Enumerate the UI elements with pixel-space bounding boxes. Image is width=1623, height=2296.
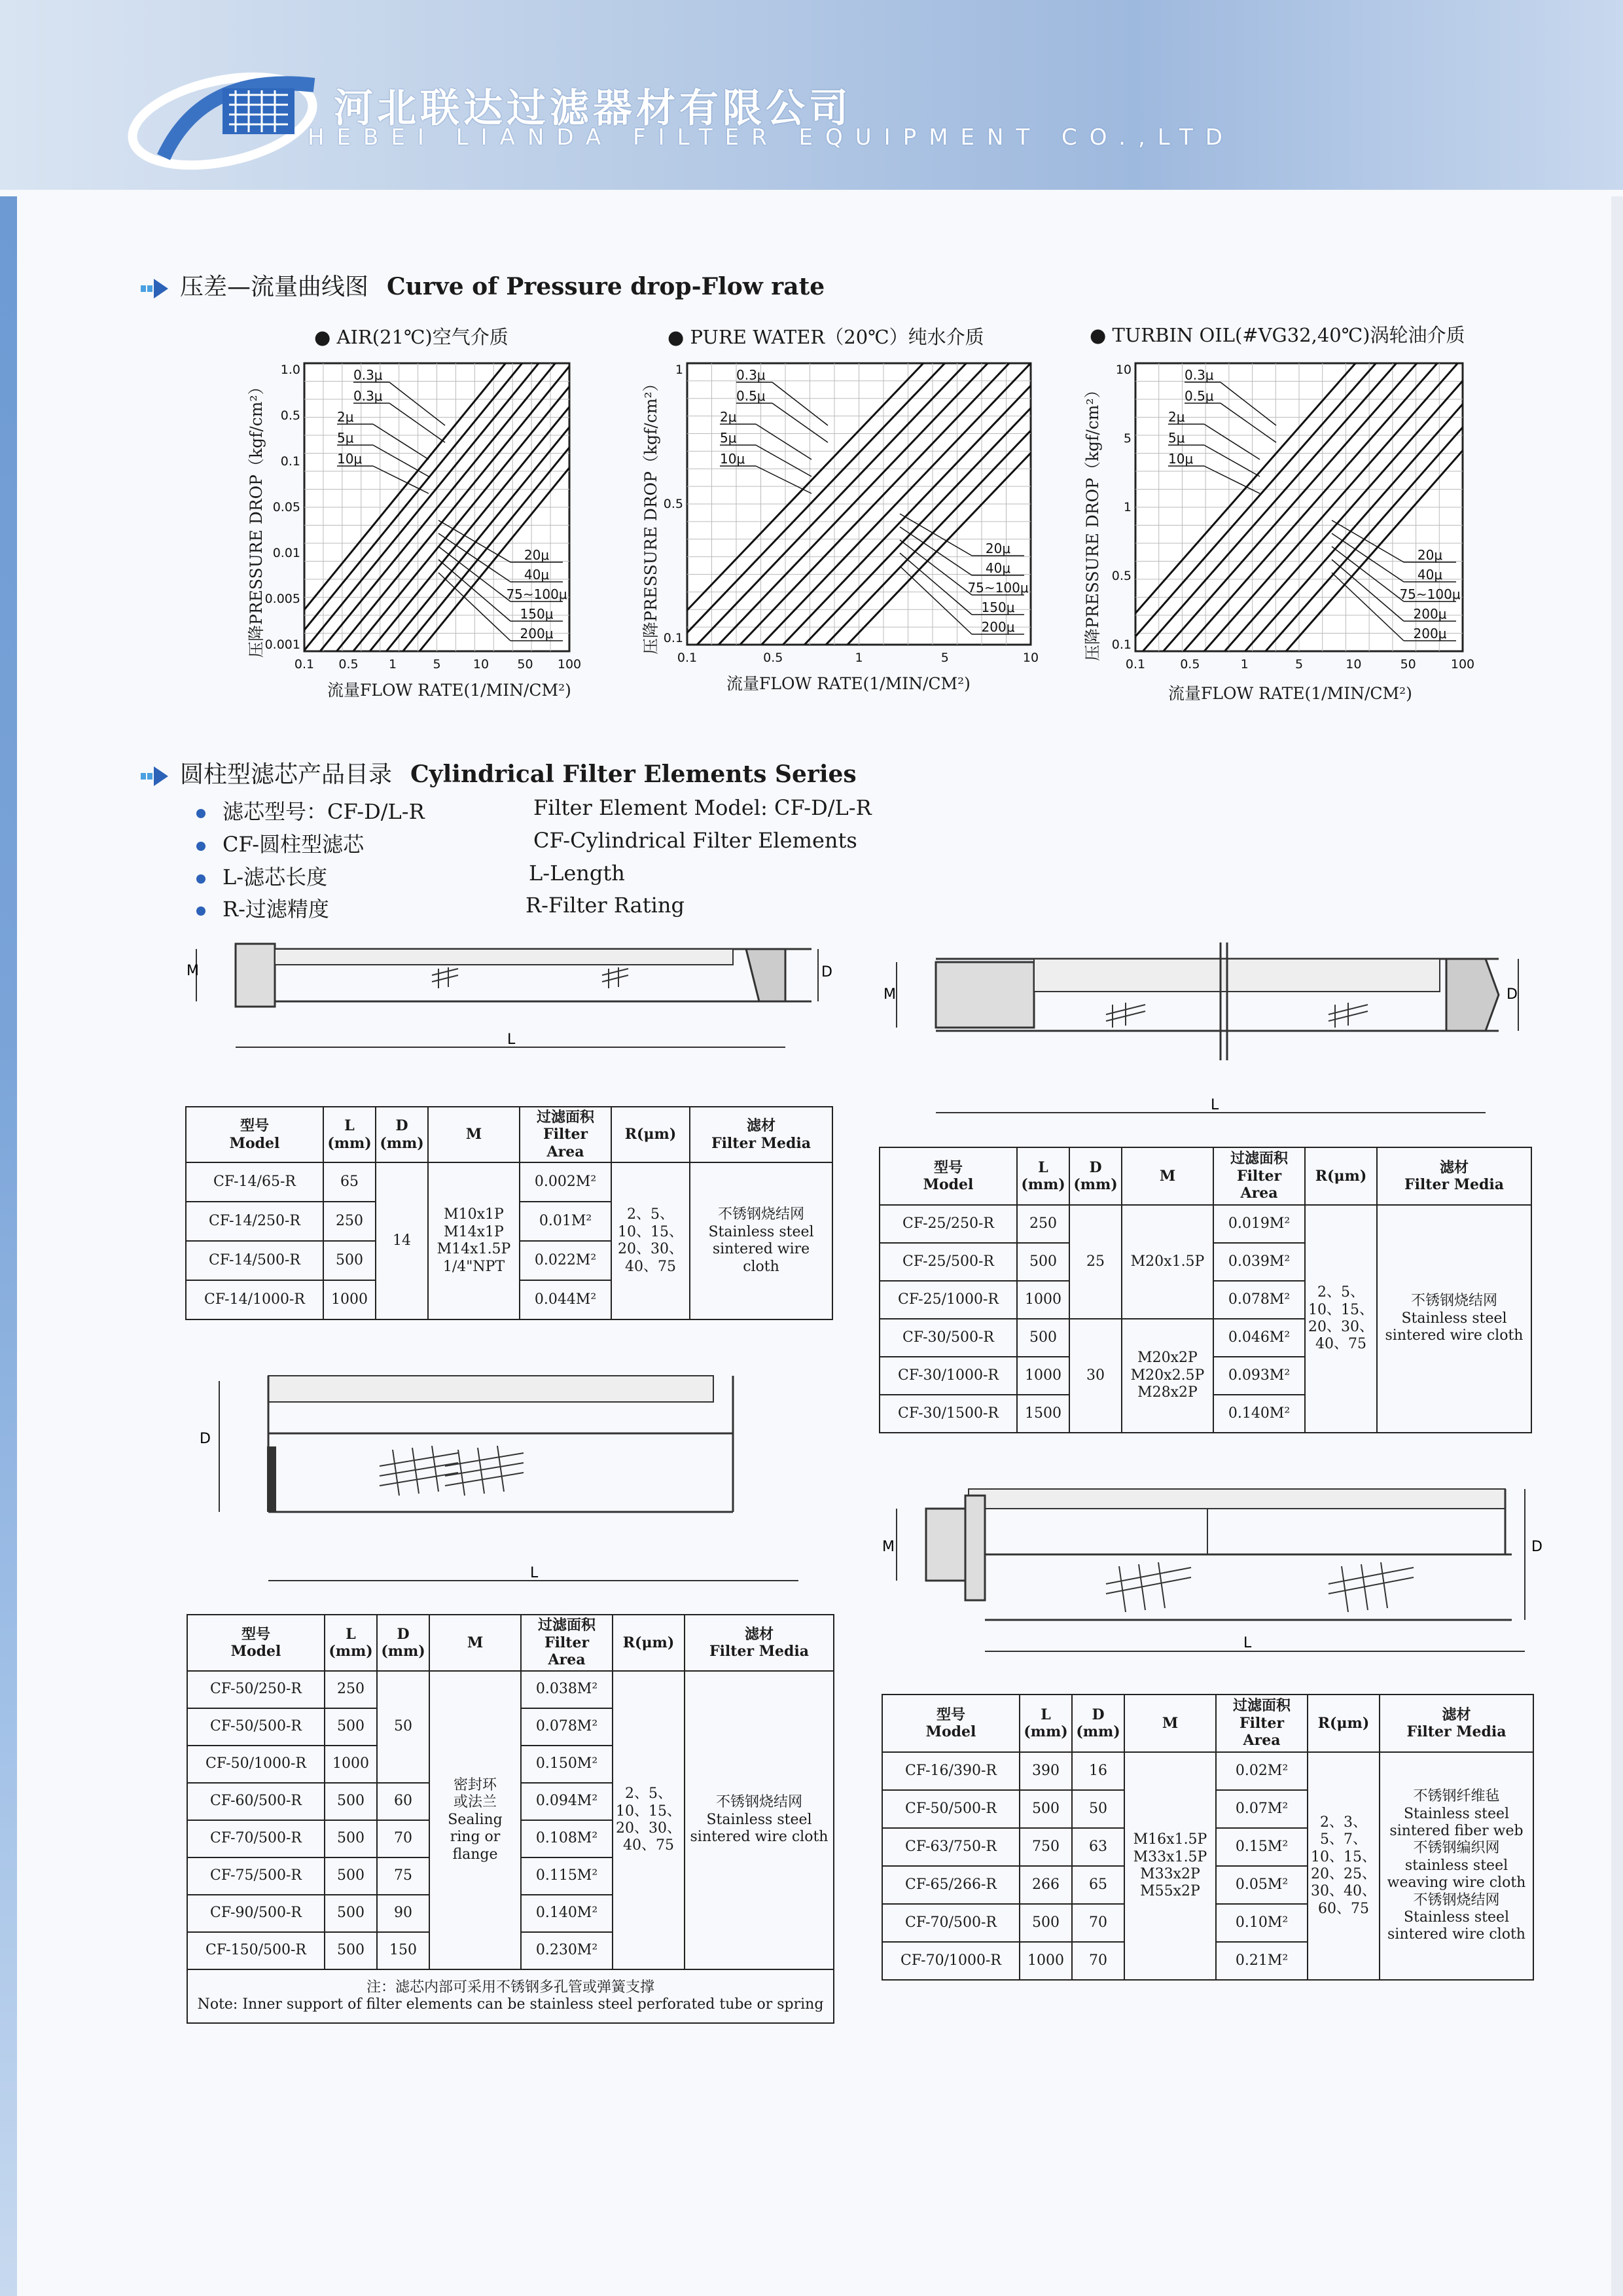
chart-oil-title: ● TURBIN OIL(#VG32,40℃)涡轮油介质 xyxy=(1090,324,1465,346)
rating-label-right: 20μ xyxy=(985,541,1011,556)
table-cf14: 型号 Model L (mm) D (mm) M 过滤面积 Filter Area R(μm) 滤材 Filter Media CF-14/65-R 65 14 M10x1P M14x1P M14x1.5P 1/4"NPT 0.002M² 2、5、 10、15、 20、30、 40、75 不锈钢烧结网 Stainless steel sintered wire cloth CF-14/250-R 250 0.01M² CF-14/500-R 500 0.022M² CF-14/1000-R 1000 0.044M² xyxy=(185,1106,833,1320)
x-tick-label: 1 xyxy=(1240,657,1249,672)
rating-label-left: 2μ xyxy=(337,409,354,425)
x-tick-label: 10 xyxy=(1346,657,1362,672)
dim-d-label: D xyxy=(200,1431,211,1447)
x-tick-label: 0.1 xyxy=(677,651,698,665)
rating-label-right: 200μ xyxy=(981,619,1015,635)
company-name-cn: 河北联达过滤器材有限公司 xyxy=(334,86,852,132)
section-pressure-title-cn: 压差—流量曲线图 xyxy=(180,274,369,300)
chart-oil-ylabel: 压降PRESSURE DROP（kgf/cm²） xyxy=(1083,382,1102,661)
section-catalog-title-en: Cylindrical Filter Elements Series xyxy=(410,761,857,788)
bullet-icon xyxy=(196,906,205,916)
x-tick-label: 1 xyxy=(388,657,397,672)
rating-label-left: 10μ xyxy=(720,451,745,467)
table-row: CF-70/1000-R xyxy=(882,1942,1020,1980)
chart-air-xlabel: 流量FLOW RATE(1/MIN/CM²) xyxy=(327,681,571,700)
rating-label-right: 200μ xyxy=(1413,606,1447,622)
chart-oil-xlabel: 流量FLOW RATE(1/MIN/CM²) xyxy=(1168,684,1412,703)
dim-l-label: L xyxy=(1211,1097,1219,1113)
table-row: CF-65/266-R xyxy=(882,1866,1020,1904)
chart-air-title: ● AIR(21℃)空气介质 xyxy=(314,326,508,348)
rating-label-right: 40μ xyxy=(1417,567,1443,583)
table-row: CF-60/500-R xyxy=(187,1783,325,1820)
table-row: CF-75/500-R xyxy=(187,1857,325,1895)
y-tick-label: 1 xyxy=(675,363,683,377)
rating-label-left: 10μ xyxy=(1168,451,1194,467)
bullet-icon xyxy=(196,842,205,851)
table-row: CF-70/500-R xyxy=(882,1904,1020,1942)
table-row: CF-50/1000-R xyxy=(187,1746,325,1783)
x-tick-label: 0.5 xyxy=(763,651,783,665)
table-row: CF-14/500-R xyxy=(186,1241,323,1280)
y-tick-label: 0.001 xyxy=(264,637,300,652)
company-logo xyxy=(124,59,334,170)
table-row: CF-70/500-R xyxy=(187,1820,325,1857)
drawing-cf25 xyxy=(877,942,1544,1126)
table-row: CF-50/500-R xyxy=(882,1790,1020,1828)
y-tick-label: 0.5 xyxy=(663,497,683,511)
x-tick-label: 100 xyxy=(1450,657,1475,672)
table-note: 注：滤芯内部可采用不锈钢多孔管或弹簧支撑 Note: Inner support of filter elements can be stainless steel perforated tube or spring xyxy=(187,1969,834,2023)
rating-label-right: 20μ xyxy=(1417,547,1443,563)
legend-model-cn: 滤芯型号：CF-D/L-R xyxy=(196,795,425,825)
x-tick-label: 10 xyxy=(1022,651,1039,665)
bullet-icon xyxy=(196,809,205,818)
rating-label-right: 200μ xyxy=(520,626,554,641)
arrow-icon xyxy=(141,765,169,787)
rating-label-left: 0.5μ xyxy=(1185,388,1214,404)
rating-label-right: 75~100μ xyxy=(506,586,567,602)
dim-l-label: L xyxy=(1243,1635,1252,1651)
rating-label-right: 20μ xyxy=(524,547,550,563)
section-pressure-title-en: Curve of Pressure drop-Flow rate xyxy=(387,273,825,300)
y-tick-label: 0.1 xyxy=(280,454,300,469)
rating-label-right: 150μ xyxy=(981,600,1015,615)
table-row: CF-14/250-R xyxy=(186,1202,323,1241)
y-tick-label: 0.5 xyxy=(1111,569,1132,583)
drawing-cf16 xyxy=(877,1469,1551,1666)
rating-label-right: 200μ xyxy=(1413,626,1447,641)
table-row: CF-16/390-R xyxy=(882,1752,1020,1790)
x-tick-label: 0.5 xyxy=(338,657,359,672)
legend-length-en: L-Length xyxy=(529,861,625,886)
table-row: CF-30/1500-R xyxy=(880,1395,1017,1433)
table-row: CF-25/250-R xyxy=(880,1205,1017,1243)
y-tick-label: 0.1 xyxy=(1111,637,1132,652)
legend-cf-cn: CF-圆柱型滤芯 xyxy=(196,828,364,858)
x-tick-label: 50 xyxy=(1400,657,1416,672)
table-row: CF-50/250-R xyxy=(187,1671,325,1708)
legend-rating-cn: R-过滤精度 xyxy=(196,893,329,923)
y-tick-label: 0.01 xyxy=(272,546,300,560)
y-tick-label: 1.0 xyxy=(280,363,300,377)
legend-cf-en: CF-Cylindrical Filter Elements xyxy=(533,828,857,853)
y-tick-label: 0.5 xyxy=(280,408,300,423)
section-catalog-title xyxy=(141,756,857,789)
table-row: CF-63/750-R xyxy=(882,1828,1020,1866)
section-catalog-title-cn: 圆柱型滤芯产品目录 xyxy=(180,761,393,788)
rating-label-right: 150μ xyxy=(520,606,554,622)
rating-label-right: 40μ xyxy=(985,560,1011,576)
rating-label-left: 5μ xyxy=(1168,430,1185,446)
x-tick-label: 1 xyxy=(855,651,863,665)
x-tick-label: 100 xyxy=(557,657,582,672)
chart-air xyxy=(262,353,589,674)
y-tick-label: 0.005 xyxy=(264,592,300,606)
table-cf25: 型号 Model L (mm) D (mm) M 过滤面积 Filter Area R(μm) 滤材 Filter Media CF-25/250-R 250 25 M20x1.5P 0.019M² 2、5、 10、15、 20、30、 40、75 不锈钢烧结网 Stainless steel sintered wire cloth CF-25/500-R 500 0.039M² CF-25/1000-R 1000 0.078M² CF-30/500-R 500 30 M20x2P M20x2.5P M28x2P 0.046M² CF-30/1000-R 1000 0.093M² CF-30/1500-R 1500 0.140M² xyxy=(879,1147,1532,1433)
legend-model-en: Filter Element Model: CF-D/L-R xyxy=(533,795,872,820)
chart-water-ylabel: 压降PRESSURE DROP（kgf/cm²） xyxy=(641,375,660,655)
table-row: CF-50/500-R xyxy=(187,1708,325,1746)
legend-length-cn: L-滤芯长度 xyxy=(196,861,327,891)
legend-rating-en: R-Filter Rating xyxy=(526,893,685,918)
dim-d-label: D xyxy=(821,964,832,980)
x-tick-label: 50 xyxy=(517,657,533,672)
table-row: CF-14/65-R xyxy=(186,1162,323,1202)
chart-oil xyxy=(1106,353,1479,674)
table-row: CF-25/1000-R xyxy=(880,1281,1017,1319)
chart-water-title: ● PURE WATER（20℃）纯水介质 xyxy=(668,326,984,348)
y-tick-label: 0.05 xyxy=(272,500,300,514)
dim-m-label: M xyxy=(882,1539,895,1555)
table-row: CF-150/500-R xyxy=(187,1932,325,1969)
x-tick-label: 0.5 xyxy=(1180,657,1200,672)
side-decoration xyxy=(0,196,17,2296)
rating-label-right: 75~100μ xyxy=(1399,586,1461,602)
right-edge xyxy=(1611,196,1623,2296)
chart-water xyxy=(654,353,1054,668)
dim-m-label: M xyxy=(187,963,199,979)
chart-air-ylabel: 压降PRESSURE DROP（kgf/cm²） xyxy=(247,378,266,658)
y-tick-label: 0.1 xyxy=(663,631,683,645)
y-tick-label: 10 xyxy=(1115,363,1132,377)
rating-label-right: 40μ xyxy=(524,567,550,583)
dim-m-label: M xyxy=(883,986,896,1003)
arrow-icon xyxy=(141,278,169,300)
x-tick-label: 5 xyxy=(1294,657,1304,672)
rating-label-left: 0.3μ xyxy=(736,367,766,383)
dim-d-label: D xyxy=(1531,1539,1543,1555)
rating-label-left: 2μ xyxy=(720,409,737,425)
bullet-icon xyxy=(196,874,205,884)
rating-label-left: 5μ xyxy=(720,430,737,446)
y-tick-label: 1 xyxy=(1123,500,1132,514)
rating-label-left: 5μ xyxy=(337,430,354,446)
table-row: CF-30/500-R xyxy=(880,1319,1017,1357)
table-row: CF-30/1000-R xyxy=(880,1357,1017,1395)
company-name-en: HEBEI LIANDA FILTER EQUIPMENT CO.,LTD xyxy=(308,124,1235,151)
rating-label-left: 10μ xyxy=(337,451,363,467)
rating-label-right: 75~100μ xyxy=(967,580,1029,596)
rating-label-left: 0.3μ xyxy=(353,388,383,404)
x-tick-label: 10 xyxy=(473,657,490,672)
table-row: CF-90/500-R xyxy=(187,1895,325,1932)
dim-l-label: L xyxy=(507,1031,516,1048)
table-cf50: 型号 Model L (mm) D (mm) M 过滤面积 Filter Area R(μm) 滤材 Filter Media CF-50/250-R 250 50 密封环 或法兰 Sealing ring or flange 0.038M² 2、5、 10、15、 20、30、 40、75 不锈钢烧结网 Stainless steel sintered wire cloth CF-50/500-R 500 0.078M² CF-50/1000-R 1000 0.150M² CF-60/500-R 500 60 0.094M² CF-70/500-R 500 70 0.108M² CF-75/500-R 500 75 0.115M² CF-90/500-R 500 90 0.140M² CF-150/500-R 500 150 0.230M² 注：滤芯内部可采用不锈钢多孔管或弹簧支撑 Note: Inner support of filter elements can be stainless steel perforated tube or spring xyxy=(187,1614,834,2024)
rating-label-left: 0.3μ xyxy=(1185,367,1214,383)
rating-label-left: 0.3μ xyxy=(353,367,383,383)
rating-label-left: 0.5μ xyxy=(736,388,766,404)
dim-l-label: L xyxy=(530,1565,539,1581)
chart-water-xlabel: 流量FLOW RATE(1/MIN/CM²) xyxy=(726,674,971,693)
drawing-cf14 xyxy=(183,936,851,1067)
x-tick-label: 5 xyxy=(940,651,949,665)
dim-d-label: D xyxy=(1507,986,1518,1003)
y-tick-label: 5 xyxy=(1123,431,1132,446)
table-row: CF-25/500-R xyxy=(880,1243,1017,1281)
section-pressure-title xyxy=(141,268,825,302)
drawing-cf50 xyxy=(190,1368,831,1597)
table-cf16: 型号 Model L (mm) D (mm) M 过滤面积 Filter Area R(μm) 滤材 Filter Media CF-16/390-R 390 16 M16x1.5P M33x1.5P M33x2P M55x2P 0.02M² 2、3、 5、7、 10、15、 20、25、 30、40、 60、75 不锈钢纤维毡 Stainless steel sintered fiber web 不锈钢编织网 stainless steel weaving wire cloth 不锈钢烧结网 Stainless steel sintered wire cloth CF-50/500-R 500 50 0.07M² CF-63/750-R 750 63 0.15M² CF-65/266-R 266 65 0.05M² CF-70/500-R 500 70 0.10M² CF-70/1000-R 1000 70 0.21M² xyxy=(882,1694,1534,1981)
x-tick-label: 5 xyxy=(433,657,441,672)
rating-label-left: 2μ xyxy=(1168,409,1185,425)
table-row: CF-14/1000-R xyxy=(186,1280,323,1319)
x-tick-label: 0.1 xyxy=(1125,657,1146,672)
x-tick-label: 0.1 xyxy=(294,657,315,672)
